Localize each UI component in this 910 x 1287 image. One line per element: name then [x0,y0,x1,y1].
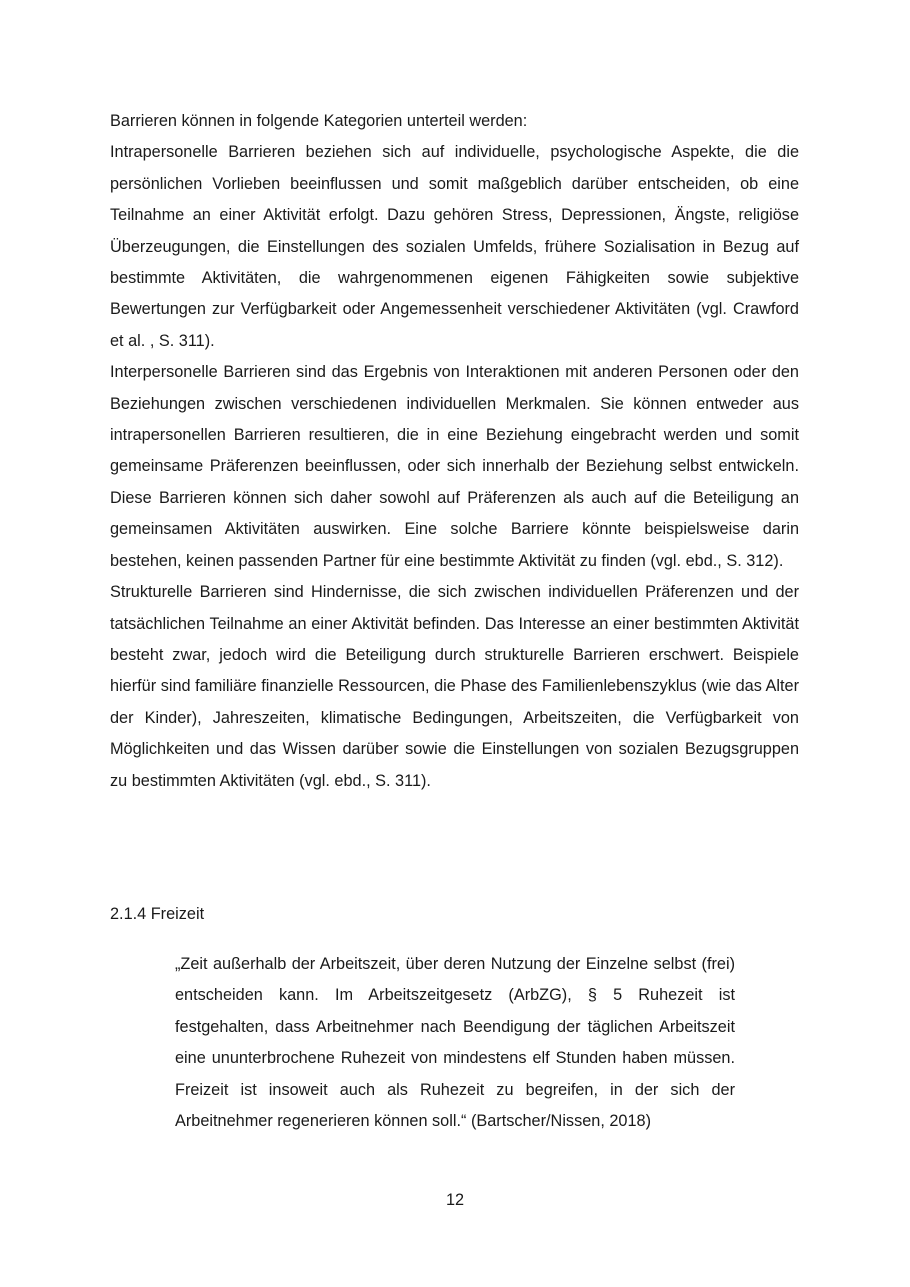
paragraph-intro: Barrieren können in folgende Kategorien unterteil werden: [110,112,528,130]
paragraph-intrapersonal: Intrapersonelle Barrieren beziehen sich auf individuelle, psychologische Aspekte, die die persönlichen Vorlieben beeinflussen und somit maßgeblich darüber entscheiden, ob eine Teilnahme an einer Aktivität erfolgt. Dazu gehören Stress, Depressionen, Ängste, religiöse Überzeugungen, die Einstellungen des sozialen Umfelds, frühere Sozialisation in Bezug auf bestimmte Aktivitäten, die wahrgenommenen eigenen Fähigkeiten sowie subjektive Bewertungen zur Verfügbarkeit oder Angemessenheit verschiedener Aktivitäten (vgl. Crawford et al. , S. 311). [110,143,799,350]
paragraph-interpersonal: Interpersonelle Barrieren sind das Ergebnis von Interaktionen mit anderen Personen oder den Beziehungen zwischen verschiedenen individuellen Merkmalen. Sie können entweder aus intrapersonellen Barrieren resultieren, die in eine Beziehung eingebracht werden und somit gemeinsame Präferenzen beeinflussen, oder sich innerhalb der Beziehung selbst entwickeln. Diese Barrieren können sich daher sowohl auf Präferenzen als auch auf die Beteiligung an gemeinsamen Aktivitäten auswirken. Eine solche Barriere könnte beispielsweise darin bestehen, keinen passenden Partner für eine bestimmte Aktivität zu finden (vgl. ebd., S. 312). [110,363,799,570]
body-text [110,106,799,797]
paragraph-structural: Strukturelle Barrieren sind Hindernisse, die sich zwischen individuellen Präferenzen und der tatsächlichen Teilnahme an einer Aktivität befinden. Das Interesse an einer bestimmten Aktivität besteht zwar, jedoch wird die Beteiligung durch strukturelle Barrieren erschwert. Beispiele hierfür sind familiäre finanzielle Ressourcen, die Phase des Familienlebenszyklus (wie das Alter der Kinder), Jahreszeiten, klimatische Bedingungen, Arbeitszeiten, die Verfügbarkeit von Möglichkeiten und das Wissen darüber sowie die Einstellungen von sozialen Bezugsgruppen zu bestimmten Aktivitäten (vgl. ebd., S. 311). [110,583,799,790]
page-number: 12 [445,1191,465,1209]
block-quote: „Zeit außerhalb der Arbeitszeit, über deren Nutzung der Einzelne selbst (frei) entscheiden kann. Im Arbeitszeitgesetz (ArbZG), § 5 Ruhezeit ist festgehalten, dass Arbeitnehmer nach Beendigung der täglichen Arbeitszeit eine ununterbrochene Ruhezeit von mindestens elf Stunden haben müssen. Freizeit ist insoweit auch als Ruhezeit zu begreifen, in der sich der Arbeitnehmer regenerieren können soll.“ (Bartscher/Nissen, 2018) [175,955,735,1131]
section-heading: 2.1.4 Freizeit [110,905,205,923]
